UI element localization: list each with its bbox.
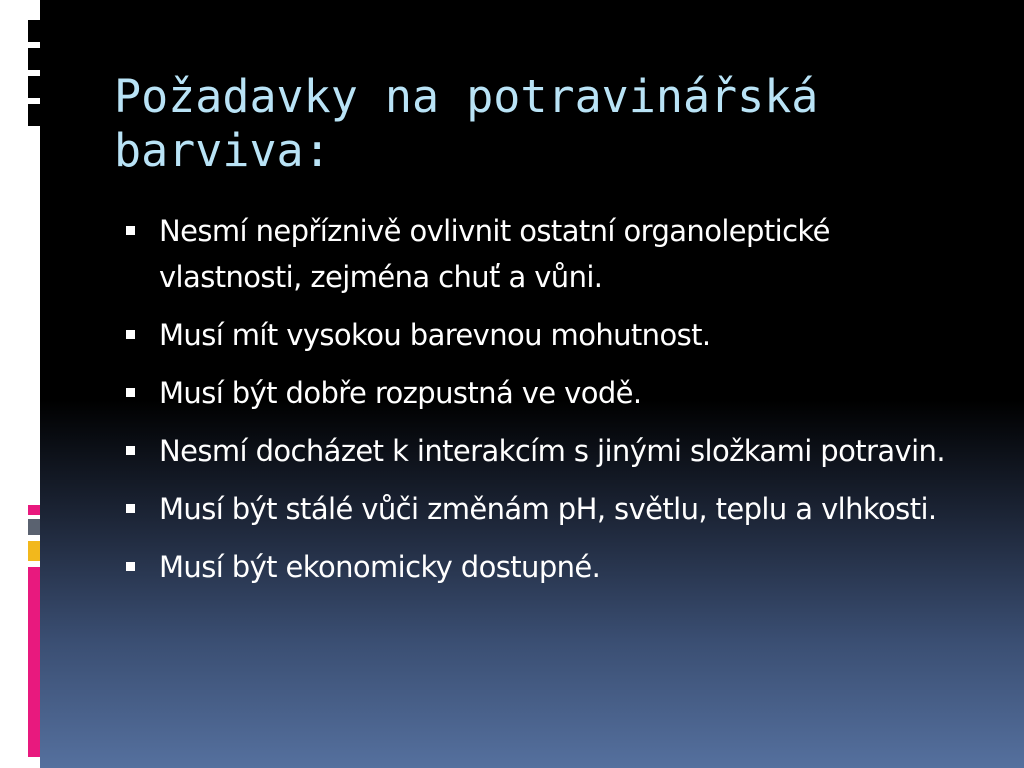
list-item <box>122 312 972 358</box>
top-stripe-decoration <box>28 0 40 160</box>
square-bullet-icon <box>126 388 135 397</box>
list-item <box>122 428 972 474</box>
list-item <box>122 486 972 532</box>
list-item <box>122 208 972 300</box>
bullet-list <box>122 208 972 602</box>
square-bullet-icon <box>126 330 135 339</box>
color-accent-decoration <box>28 505 40 768</box>
list-item-text: Musí mít vysokou barevnou mohutnost. <box>159 318 711 352</box>
slide-title: Požadavky na potravinářská barviva: <box>114 70 819 177</box>
list-item-text: Musí být stálé vůči změnám pH, světlu, teplu a vlhkosti. <box>159 492 937 526</box>
left-decor-panel <box>0 0 40 768</box>
square-bullet-icon <box>126 562 135 571</box>
list-item-text: Musí být dobře rozpustná ve vodě. <box>159 376 642 410</box>
square-bullet-icon <box>126 504 135 513</box>
square-bullet-icon <box>126 226 135 235</box>
square-bullet-icon <box>126 446 135 455</box>
list-item-text: Nesmí docházet k interakcím s jinými složkami potravin. <box>159 434 945 468</box>
list-item <box>122 370 972 416</box>
list-item-text: Musí být ekonomicky dostupné. <box>159 550 601 584</box>
list-item <box>122 544 972 590</box>
list-item-text: Nesmí nepříznivě ovlivnit ostatní organoleptické vlastnosti, zejména chuť a vůni. <box>159 214 830 294</box>
